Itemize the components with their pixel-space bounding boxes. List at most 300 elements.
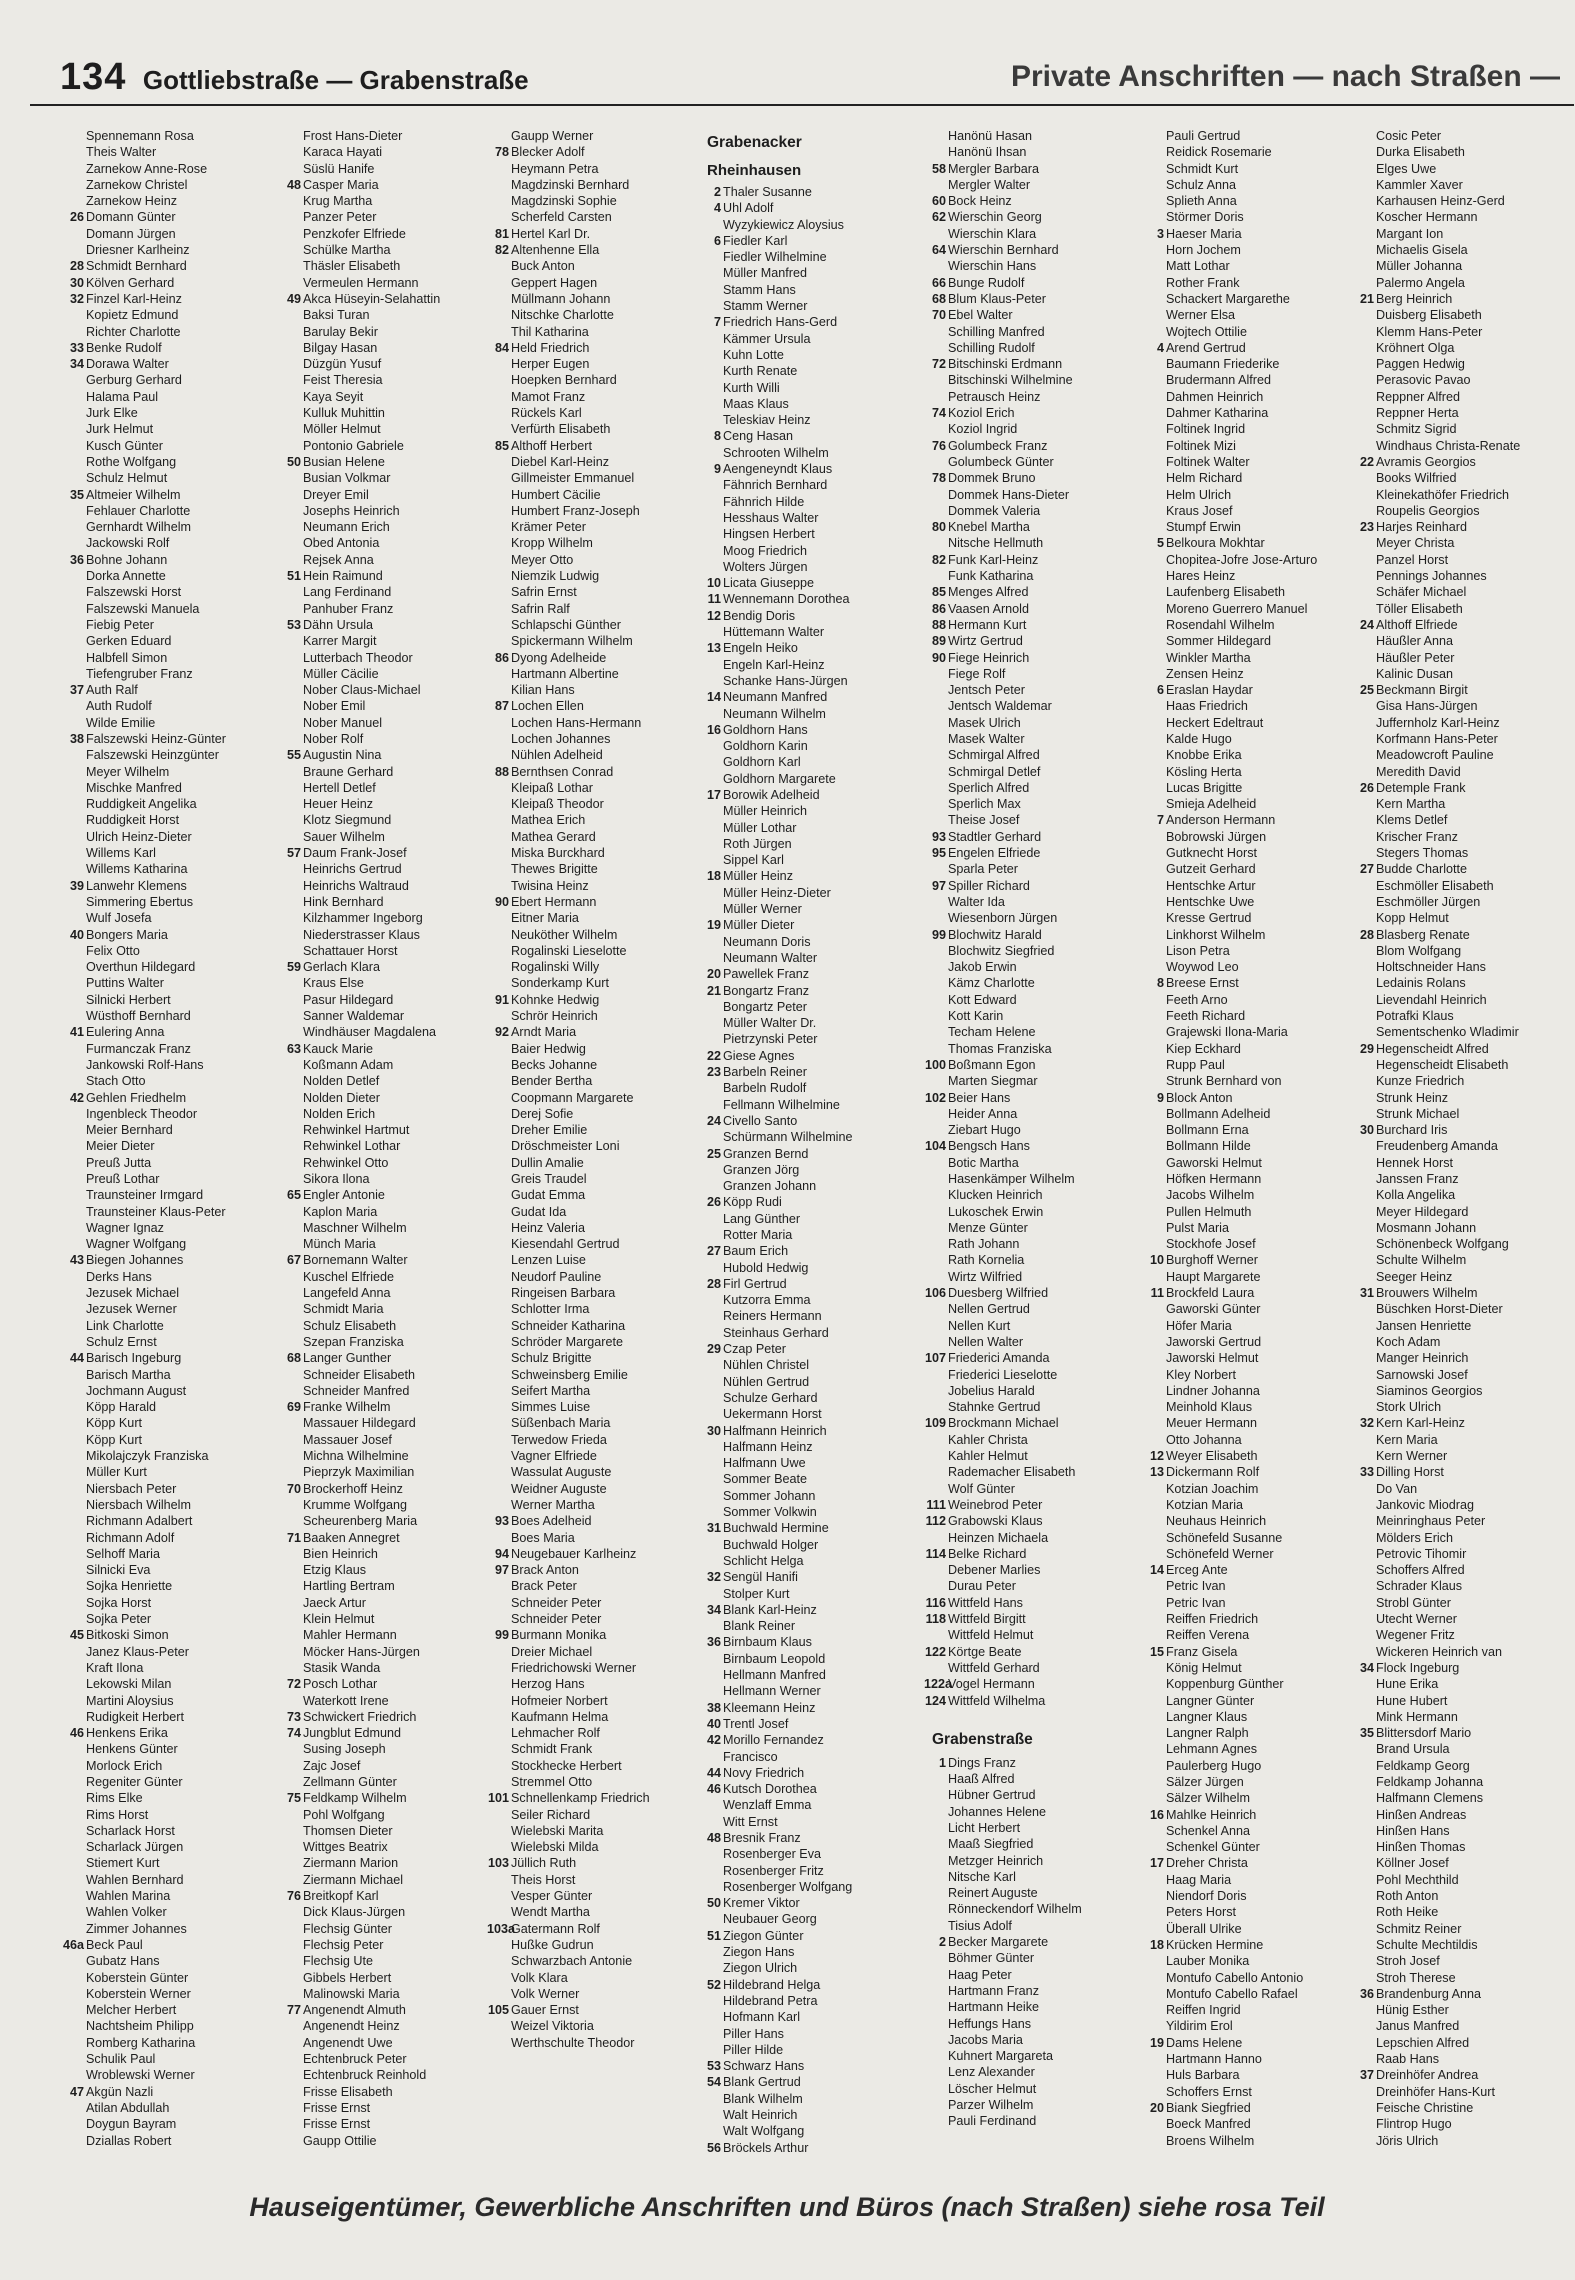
house-number: 28: [69, 259, 84, 274]
resident-entry: [287, 2002, 502, 2018]
resident-entry: [932, 2097, 1147, 2113]
resident-entry: [1150, 1611, 1365, 1627]
resident-name: Pennings Johannes: [1376, 569, 1487, 584]
resident-entry: [70, 1073, 285, 1089]
resident-name: Gehlen Friedhelm: [86, 1090, 187, 1105]
house-number: 97: [931, 878, 946, 893]
resident-entry: [1150, 552, 1365, 568]
resident-name: Kusch Günter: [86, 438, 164, 453]
resident-entry: [287, 438, 502, 454]
resident-name: Heinrichs Waltraud: [303, 878, 409, 893]
resident-entry: [932, 731, 1147, 747]
resident-name: Schmidt Frank: [511, 1742, 593, 1757]
resident-entry: [932, 1252, 1147, 1268]
resident-entry: [1150, 1399, 1365, 1415]
resident-entry: [287, 1530, 502, 1546]
resident-entry: [1360, 226, 1575, 242]
resident-entry: [70, 568, 285, 584]
resident-name: Wierschin Klara: [948, 226, 1037, 241]
house-number: 97: [494, 1563, 509, 1578]
resident-name: Rehwinkel Otto: [303, 1155, 389, 1170]
resident-entry: [707, 820, 922, 836]
resident-entry: [932, 1853, 1147, 1869]
resident-entry: [707, 2026, 922, 2042]
resident-entry: [932, 389, 1147, 405]
resident-name: Lanwehr Klemens: [86, 878, 187, 893]
resident-name: Knebel Martha: [948, 520, 1030, 535]
resident-entry: [70, 894, 285, 910]
resident-entry: [1360, 2100, 1575, 2116]
resident-name: Stasik Wanda: [303, 1660, 381, 1675]
resident-name: Neudorf Pauline: [511, 1269, 602, 1284]
resident-name: Reiffen Ingrid: [1166, 2003, 1241, 2018]
resident-entry: [495, 698, 710, 714]
footer-note: Hauseigentümer, Gewerbliche Anschriften und Büros (nach Straßen) siehe rosa Teil: [249, 2192, 1325, 2222]
resident-entry: [287, 829, 502, 845]
resident-name: Kresse Gertrud: [1166, 911, 1252, 926]
resident-name: Langner Günter: [1166, 1693, 1255, 1708]
resident-entry: [70, 715, 285, 731]
resident-name: Zarnekow Anne-Rose: [86, 161, 208, 176]
resident-entry: [62, 1937, 285, 1953]
resident-entry: [495, 1106, 710, 1122]
resident-name: Strunk Bernhard von: [1166, 1074, 1282, 1089]
resident-entry: [932, 943, 1147, 959]
resident-entry: [707, 461, 922, 477]
house-number: 93: [494, 1514, 509, 1529]
house-number: 91: [494, 992, 509, 1007]
resident-name: Kleipaß Theodor: [511, 797, 604, 812]
resident-name: Beckmann Birgit: [1376, 683, 1468, 698]
house-number: 90: [931, 650, 946, 665]
resident-name: Halfmann Heinrich: [723, 1423, 827, 1438]
house-number: 36: [69, 552, 84, 567]
resident-name: Neubauer Georg: [723, 1912, 817, 1927]
resident-name: Dommek Valeria: [948, 503, 1041, 518]
resident-name: Schmirgal Alfred: [948, 748, 1040, 763]
resident-entry: [707, 1749, 922, 1765]
resident-entry: [1150, 1171, 1365, 1187]
resident-entry: [932, 1983, 1147, 1999]
house-number: 24: [1359, 617, 1374, 632]
resident-name: Hinßen Andreas: [1376, 1807, 1467, 1822]
resident-entry: [1360, 1155, 1575, 1171]
resident-name: Duisberg Elisabeth: [1376, 308, 1482, 323]
resident-name: Halfmann Uwe: [723, 1456, 806, 1471]
resident-entry: [70, 1839, 285, 1855]
resident-entry: [1150, 144, 1365, 160]
resident-name: Kaufmann Helma: [511, 1709, 609, 1724]
resident-name: Rims Elke: [86, 1791, 143, 1806]
resident-name: Avramis Georgios: [1376, 454, 1476, 469]
resident-entry: [495, 861, 710, 877]
resident-entry: [1150, 2116, 1365, 2132]
resident-name: Meyer Wilhelm: [86, 764, 170, 779]
resident-entry: [287, 764, 502, 780]
resident-name: Freudenberg Amanda: [1376, 1139, 1498, 1154]
resident-entry: [707, 1031, 922, 1047]
resident-name: Hermann Kurt: [948, 617, 1027, 632]
resident-entry: [70, 1008, 285, 1024]
resident-name: Fiedler Wilhelmine: [723, 250, 827, 265]
resident-entry: [495, 1578, 710, 1594]
resident-entry: [1150, 209, 1365, 225]
house-number: 29: [706, 1342, 721, 1357]
resident-name: Kley Norbert: [1166, 1367, 1236, 1382]
resident-name: Kiep Eckhard: [1166, 1041, 1241, 1056]
resident-entry: [932, 405, 1147, 421]
house-number: 27: [1359, 862, 1374, 877]
resident-entry: [287, 552, 502, 568]
resident-entry: [1150, 421, 1365, 437]
resident-name: Dreher Christa: [1166, 1856, 1248, 1871]
resident-entry: [287, 812, 502, 828]
resident-name: Zellmann Günter: [303, 1774, 397, 1789]
resident-name: Dickermann Rolf: [1166, 1465, 1260, 1480]
resident-entry: [932, 258, 1147, 274]
resident-entry: [287, 633, 502, 649]
resident-entry: [287, 372, 502, 388]
resident-entry: [1150, 1057, 1365, 1073]
resident-entry: [495, 1285, 710, 1301]
resident-name: Schrör Heinrich: [511, 1009, 598, 1024]
resident-name: Broens Wilhelm: [1166, 2133, 1255, 2148]
resident-name: Lukoschek Erwin: [948, 1204, 1044, 1219]
resident-entry: [1360, 1660, 1575, 1676]
resident-entry: [70, 812, 285, 828]
resident-entry: [495, 193, 710, 209]
resident-name: Schweinsberg Emilie: [511, 1367, 628, 1382]
resident-entry: [495, 1546, 710, 1562]
header-rule: [30, 104, 1574, 106]
house-number: 14: [1149, 1563, 1164, 1578]
resident-entry: [932, 193, 1147, 209]
house-number: 37: [1359, 2068, 1374, 2083]
resident-name: Fähnrich Hilde: [723, 494, 805, 509]
resident-name: Akca Hüseyin-Selahattin: [303, 291, 441, 306]
resident-entry: [1150, 1562, 1365, 1578]
resident-name: Becks Johanne: [511, 1057, 598, 1072]
resident-name: Kauck Marie: [303, 1041, 373, 1056]
resident-entry: [287, 1741, 502, 1757]
resident-name: Henkens Günter: [86, 1742, 178, 1757]
resident-name: Barbeln Reiner: [723, 1065, 808, 1080]
resident-name: Krischer Franz: [1376, 829, 1458, 844]
header-left: [60, 56, 529, 99]
resident-name: Köpp Kurt: [86, 1416, 143, 1431]
resident-entry: [287, 1024, 502, 1040]
resident-name: Gaworski Helmut: [1166, 1155, 1262, 1170]
resident-name: Hinßen Hans: [1376, 1823, 1450, 1838]
resident-entry: [1360, 682, 1575, 698]
resident-entry: [1360, 910, 1575, 926]
resident-entry: [1150, 2067, 1365, 2083]
resident-name: Stockhecke Herbert: [511, 1758, 622, 1773]
resident-entry: [1150, 1448, 1365, 1464]
resident-name: Neuköther Wilhelm: [511, 927, 618, 942]
resident-name: Sommer Hildegard: [1166, 634, 1271, 649]
resident-name: Mölders Erich: [1376, 1530, 1453, 1545]
resident-entry: [1360, 242, 1575, 258]
house-number: 17: [1149, 1856, 1164, 1871]
resident-entry: [1150, 1888, 1365, 1904]
resident-name: Langner Klaus: [1166, 1709, 1248, 1724]
resident-name: Wittfeld Hans: [948, 1595, 1023, 1610]
resident-entry: [1150, 242, 1365, 258]
resident-entry: [495, 1725, 710, 1741]
resident-name: Jochmann August: [86, 1383, 187, 1398]
resident-name: Kilzhammer Ingeborg: [303, 911, 423, 926]
resident-name: Stumpf Erwin: [1166, 520, 1241, 535]
resident-entry: [287, 2116, 502, 2132]
resident-name: Henkens Erika: [86, 1726, 168, 1741]
resident-name: Heckert Edeltraut: [1166, 715, 1264, 730]
house-number: 99: [931, 927, 946, 942]
resident-name: Theise Josef: [948, 813, 1020, 828]
resident-entry: [1150, 1269, 1365, 1285]
resident-name: Bröckels Arthur: [723, 2140, 809, 2155]
resident-name: Eraslan Haydar: [1166, 683, 1253, 698]
resident-name: Simmes Luise: [511, 1400, 591, 1415]
resident-name: Neumann Wilhelm: [723, 706, 826, 721]
resident-name: Jaeck Artur: [303, 1595, 366, 1610]
resident-entry: [932, 698, 1147, 714]
resident-entry: [70, 372, 285, 388]
resident-entry: [287, 568, 502, 584]
resident-entry: [1150, 764, 1365, 780]
resident-entry: [70, 1367, 285, 1383]
resident-entry: [70, 1252, 285, 1268]
resident-entry: [495, 389, 710, 405]
house-number: 93: [931, 829, 946, 844]
resident-entry: [70, 764, 285, 780]
house-number: 15: [1149, 1644, 1164, 1659]
resident-entry: [707, 331, 922, 347]
resident-entry: [1360, 275, 1575, 291]
resident-name: Francisco: [723, 1749, 778, 1764]
resident-entry: [1360, 1008, 1575, 1024]
resident-name: Bresnik Franz: [723, 1830, 801, 1845]
resident-entry: [1150, 1481, 1365, 1497]
resident-name: Bilgay Hasan: [303, 340, 378, 355]
resident-name: Jöris Ulrich: [1376, 2133, 1439, 2148]
resident-entry: [495, 1888, 710, 1904]
resident-entry: [70, 1236, 285, 1252]
resident-entry: [70, 242, 285, 258]
resident-name: Beier Hans: [948, 1090, 1011, 1105]
resident-name: Schmidt Kurt: [1166, 161, 1239, 176]
resident-entry: [70, 1415, 285, 1431]
resident-entry: [1360, 470, 1575, 486]
resident-entry: [70, 1269, 285, 1285]
house-number: 70: [931, 308, 946, 323]
resident-name: Sparla Peter: [948, 862, 1019, 877]
resident-entry: [932, 1334, 1147, 1350]
resident-entry: [495, 1709, 710, 1725]
resident-entry: [1360, 568, 1575, 584]
resident-name: Schlotter Irma: [511, 1302, 590, 1317]
resident-entry: [1360, 503, 1575, 519]
resident-name: Seiler Richard: [511, 1807, 591, 1822]
resident-entry: [495, 1627, 710, 1643]
resident-entry: [495, 1595, 710, 1611]
resident-name: Ringeisen Barbara: [511, 1286, 616, 1301]
resident-name: Löscher Helmut: [948, 2081, 1037, 2096]
resident-name: Heuer Heinz: [303, 797, 373, 812]
resident-name: Auth Rudolf: [86, 699, 152, 714]
resident-entry: [1150, 372, 1365, 388]
resident-entry: [1360, 372, 1575, 388]
resident-name: Durka Elisabeth: [1376, 145, 1465, 160]
resident-entry: [1360, 829, 1575, 845]
resident-name: Reidick Rosemarie: [1166, 145, 1272, 160]
house-number: 30: [706, 1423, 721, 1438]
resident-name: Schulik Paul: [86, 2052, 156, 2067]
resident-name: Frisse Elisabeth: [303, 2084, 393, 2099]
resident-name: Stamm Hans: [723, 282, 796, 297]
resident-entry: [287, 1904, 502, 1920]
resident-entry: [932, 1901, 1147, 1917]
resident-entry: [707, 1863, 922, 1879]
house-number: 6: [713, 233, 721, 248]
resident-entry: [495, 226, 710, 242]
resident-name: Miska Burckhard: [511, 846, 605, 861]
resident-entry: [495, 144, 710, 160]
resident-name: Rosendahl Wilhelm: [1166, 617, 1275, 632]
resident-name: Hartmann Heike: [948, 2000, 1039, 2015]
resident-entry: [1150, 1855, 1365, 1871]
resident-entry: [925, 1513, 1147, 1529]
resident-name: Gerburg Gerhard: [86, 373, 182, 388]
resident-entry: [932, 340, 1147, 356]
resident-name: Theis Horst: [511, 1872, 576, 1887]
resident-name: Neumann Erich: [303, 520, 390, 535]
resident-entry: [932, 1804, 1147, 1820]
resident-entry: [70, 1122, 285, 1138]
resident-name: Bollmann Adelheid: [1166, 1106, 1271, 1121]
resident-entry: [707, 1211, 922, 1227]
resident-entry: [495, 1090, 710, 1106]
resident-entry: [932, 144, 1147, 160]
resident-name: Botic Martha: [948, 1155, 1019, 1170]
resident-entry: [495, 470, 710, 486]
resident-name: Koberstein Werner: [86, 1986, 191, 2001]
resident-name: Busian Volkmar: [303, 471, 391, 486]
resident-entry: [495, 1530, 710, 1546]
resident-entry: [707, 510, 922, 526]
resident-name: Kraus Josef: [1166, 503, 1233, 518]
resident-entry: [495, 1334, 710, 1350]
resident-name: Wüsthoff Bernhard: [86, 1009, 191, 1024]
house-number: 82: [931, 552, 946, 567]
resident-entry: [1360, 291, 1575, 307]
resident-name: Reinert Auguste: [948, 1886, 1038, 1901]
resident-entry: [495, 633, 710, 649]
resident-name: Klotz Siegmund: [303, 813, 392, 828]
resident-entry: [495, 1432, 710, 1448]
resident-name: Goldhorn Hans: [723, 722, 808, 737]
resident-name: Dommek Bruno: [948, 471, 1036, 486]
resident-entry: [287, 1595, 502, 1611]
resident-name: Eitner Maria: [511, 911, 579, 926]
resident-entry: [707, 363, 922, 379]
resident-entry: [932, 764, 1147, 780]
resident-entry: [287, 161, 502, 177]
resident-name: Bunge Rudolf: [948, 275, 1025, 290]
resident-entry: [1150, 1790, 1365, 1806]
house-number: 39: [69, 878, 84, 893]
resident-entry: [1150, 1252, 1365, 1268]
resident-name: Laufenberg Elisabeth: [1166, 585, 1286, 600]
resident-entry: [1150, 1660, 1365, 1676]
resident-entry: [1360, 454, 1575, 470]
resident-entry: [1150, 1758, 1365, 1774]
resident-name: Mamot Franz: [511, 389, 586, 404]
resident-name: Mergler Walter: [948, 177, 1031, 192]
house-number: 9: [713, 462, 721, 477]
resident-entry: [495, 209, 710, 225]
resident-name: Finzel Karl-Heinz: [86, 291, 182, 306]
resident-entry: [287, 715, 502, 731]
resident-name: Walter Ida: [948, 894, 1005, 909]
resident-entry: [495, 258, 710, 274]
resident-name: Werner Martha: [511, 1497, 595, 1512]
resident-entry: [1150, 324, 1365, 340]
resident-entry: [707, 217, 922, 233]
resident-name: Müller Walter Dr.: [723, 1016, 817, 1031]
resident-entry: [707, 1977, 922, 1993]
resident-entry: [1150, 1073, 1365, 1089]
resident-name: Sikora Ilona: [303, 1172, 370, 1186]
resident-name: Frisse Ernst: [303, 2117, 371, 2132]
resident-name: Nühlen Christel: [723, 1358, 810, 1373]
resident-name: Pauli Ferdinand: [948, 2114, 1037, 2129]
house-number: 34: [69, 357, 84, 372]
resident-name: Weidner Auguste: [511, 1481, 607, 1496]
resident-entry: [707, 1781, 922, 1797]
resident-entry: [287, 1823, 502, 1839]
resident-entry: [932, 1464, 1147, 1480]
resident-entry: [70, 389, 285, 405]
resident-name: Weizel Viktoria: [511, 2019, 594, 2034]
resident-entry: [1360, 1497, 1575, 1513]
resident-entry: [70, 927, 285, 943]
resident-name: Boßmann Egon: [948, 1057, 1036, 1072]
resident-entry: [70, 1660, 285, 1676]
resident-name: Scherfeld Carsten: [511, 210, 612, 225]
resident-entry: [1360, 1790, 1575, 1806]
resident-entry: [1360, 161, 1575, 177]
house-number: 7: [1156, 813, 1164, 828]
resident-name: Breitkopf Karl: [303, 1889, 379, 1904]
directory-column: [1360, 128, 1575, 2180]
resident-entry: [932, 128, 1147, 144]
resident-name: Kiesendahl Gertrud: [511, 1237, 620, 1252]
resident-name: Wierschin Hans: [948, 259, 1037, 274]
resident-name: Thäsler Elisabeth: [303, 259, 401, 274]
house-number: 34: [1359, 1660, 1374, 1675]
house-number: 76: [286, 1889, 301, 1904]
resident-entry: [932, 650, 1147, 666]
resident-entry: [287, 1709, 502, 1725]
resident-entry: [495, 1008, 710, 1024]
resident-entry: [1360, 1758, 1575, 1774]
resident-name: Altenhenne Ella: [511, 243, 600, 258]
resident-entry: [70, 275, 285, 291]
resident-name: Angenendt Heinz: [303, 2019, 400, 2034]
resident-entry: [287, 601, 502, 617]
resident-entry: [1150, 1807, 1365, 1823]
